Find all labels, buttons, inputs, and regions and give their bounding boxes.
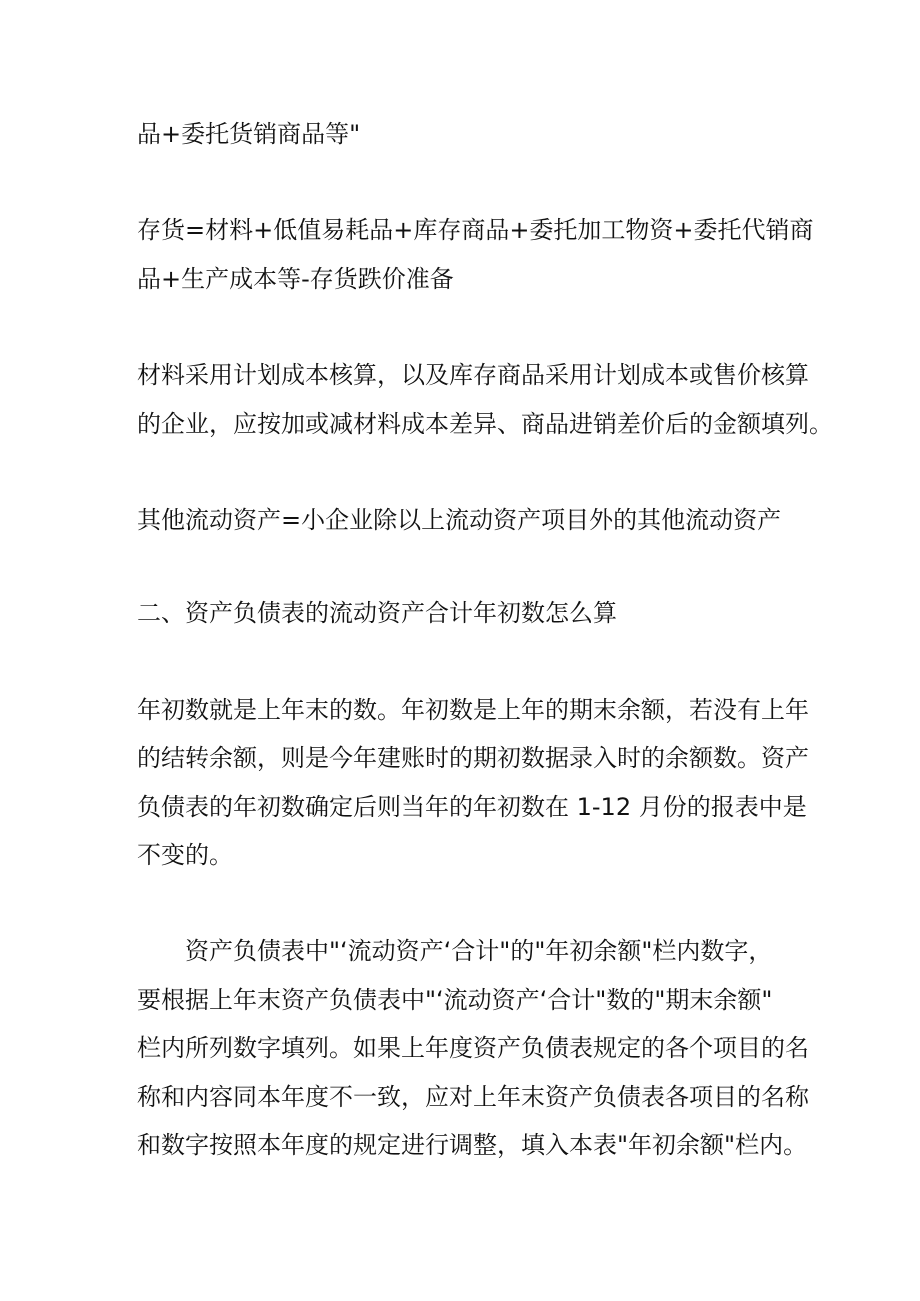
paragraph-7-line-2: 要根据上年末资产负债表中"‘流动资产‘合计"数的"期末余额" xyxy=(137,986,773,1014)
paragraph-3-line-1: 材料采用计划成本核算，以及库存商品采用计划成本或售价核算 xyxy=(137,361,809,389)
paragraph-1-line-1: 品+委托货销商品等" xyxy=(137,120,361,148)
paragraph-7-line-4: 称和内容同本年度不一致，应对上年末资产负债表各项目的名称 xyxy=(137,1083,809,1111)
paragraph-2-line-1: 存货=材料+低值易耗品+库存商品+委托加工物资+委托代销商 xyxy=(137,216,814,244)
paragraph-6-line-4: 不变的。 xyxy=(137,841,233,869)
paragraph-6-line-3: 负债表的年初数确定后则当年的年初数在 1-12 月份的报表中是 xyxy=(137,793,807,821)
paragraph-2-line-2: 品+生产成本等-存货跌价准备 xyxy=(137,265,454,293)
paragraph-4-line-1: 其他流动资产=小企业除以上流动资产项目外的其他流动资产 xyxy=(137,506,782,534)
paragraph-6-line-1: 年初数就是上年末的数。年初数是上年的期末余额，若没有上年 xyxy=(137,696,809,724)
paragraph-6-line-2: 的结转余额，则是今年建账时的期初数据录入时的余额数。资产 xyxy=(137,744,809,772)
section-heading: 二、资产负债表的流动资产合计年初数怎么算 xyxy=(137,599,617,627)
paragraph-7-line-1: 资产负债表中"‘流动资产‘合计"的"年初余额"栏内数字， xyxy=(185,937,773,965)
paragraph-3-line-2: 的企业，应按加或减材料成本差异、商品进销差价后的金额填列。 xyxy=(137,410,833,438)
paragraph-7-line-3: 栏内所列数字填列。如果上年度资产负债表规定的各个项目的名 xyxy=(137,1034,809,1062)
paragraph-7-line-5: 和数字按照本年度的规定进行调整，填入本表"年初余额"栏内。 xyxy=(137,1131,808,1159)
